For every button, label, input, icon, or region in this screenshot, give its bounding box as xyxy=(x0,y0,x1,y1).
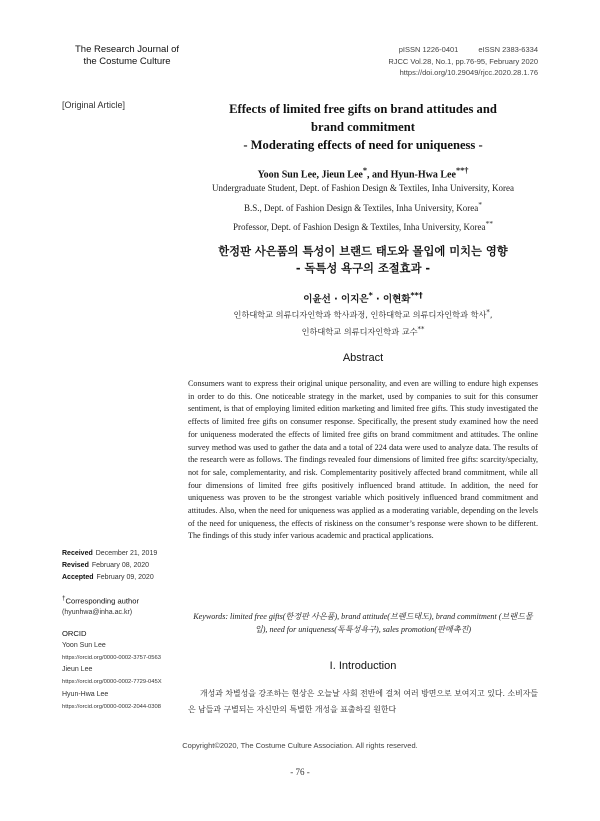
abstract-body: Consumers want to express their original unique personality, and even are willing to endure high expenses in order to do this. One noticeable strategy in the market, used by companies to suit for this consumer sentiment, is that of employing limited edition marketing and limited free gifts. This study investigated the effects of limited free gifts on consumer response. Specifically, the present study examined how the need for uniqueness moderated the effects of limited free gifts on brand commitment and attitudes. The online survey method was used to gather the data and a total of 224 data were used to analyze data. The results of the research were as follows. The findings revealed four dimensions of limited free gifts: scarcity/specialty, not for sale, complementarity, and risk. Complementarity positively affected brand commitment, while all four dimensions of limited free gifts positively influenced brand attitude. In addition, the need for uniqueness was proven to be the strongest variable which positively influenced brand commitment and attitudes. Also, when the need for uniqueness was applied as a moderating variable, depending on the levels of the need for uniqueness, the effects of riskiness on the consumer’s response were shown to be different. The findings of this study infer various academic and practical applications. xyxy=(188,379,538,541)
title-korean xyxy=(188,243,538,277)
affiliation-ko-1-mark: * xyxy=(486,308,490,316)
eissn: eISSN 2383-6334 xyxy=(478,45,538,54)
corresponding-author-email[interactable]: (hyunhwa@inha.ac.kr) xyxy=(62,609,133,617)
affiliation-ko-1-end: , xyxy=(489,309,493,320)
affiliations-english xyxy=(188,181,538,236)
affiliation-ko-2 xyxy=(188,322,538,339)
affiliation-ko-2-text: 인하대학교 의류디자인학과 교수 xyxy=(301,326,418,337)
author-separator: , and xyxy=(367,169,391,181)
issn-row xyxy=(388,44,538,56)
orcid-link-3[interactable]: https://orcid.org/0000-0002-2044-0308 xyxy=(62,703,161,710)
journal-name-line1: The Research Journal of xyxy=(74,44,180,55)
title-korean-line2: - 독특성 욕구의 조절효과 - xyxy=(295,262,431,275)
dagger-mark: † xyxy=(62,594,66,602)
title-english-line2: brand commitment xyxy=(311,120,415,134)
author-ko-1: 이윤선 · xyxy=(303,294,342,306)
pissn: pISSN 1226-0401 xyxy=(398,45,459,54)
author-1: Yoon Sun Lee, xyxy=(257,169,322,181)
introduction-paragraph: 개성과 차별성을 강조하는 현상은 오늘날 사회 전반에 걸쳐 여러 방면으로 보여지고 있다. 소비자들은 남들과 구별되는 자신만의 특별한 개성을 표출하길 원한다 xyxy=(188,689,538,714)
received-date: December 21, 2019 xyxy=(95,550,158,557)
journal-name xyxy=(62,44,192,68)
author-3: Hyun-Hwa Lee xyxy=(390,169,456,181)
introduction-heading: I. Introduction xyxy=(329,660,397,672)
author-2: Jieun Lee xyxy=(321,169,363,181)
affiliation-2-mark: * xyxy=(478,199,483,209)
page-number: - 76 - xyxy=(290,767,310,777)
corresponding-author-label: Corresponding author xyxy=(65,596,139,606)
orcid-heading: ORCID xyxy=(62,628,87,638)
affiliation-3 xyxy=(188,216,538,236)
affiliation-ko-2-mark: ** xyxy=(417,325,425,334)
affiliation-3-text: Professor, Dept. of Fashion Design & Textiles, Inha University, Korea xyxy=(233,222,486,232)
revised-label: Revised xyxy=(62,562,89,570)
affiliation-ko-1-text: 인하대학교 의류디자인학과 학사과정, 인하대학교 의류디자인학과 학사 xyxy=(233,309,487,320)
affiliations-korean xyxy=(188,305,538,339)
sidebar-gap-2 xyxy=(62,620,184,628)
received-row xyxy=(62,548,184,560)
affiliation-2 xyxy=(188,197,538,217)
accepted-row xyxy=(62,572,184,584)
orcid-name-1: Yoon Sun Lee xyxy=(62,641,106,649)
abstract-heading: Abstract xyxy=(342,352,384,364)
authors-korean xyxy=(188,291,538,305)
keywords: Keywords: limited free gifts(한정판 사은품), brand attitude(브랜드태도), brand commitment (브랜드몰입), need for uniqueness(독특성욕구), sales promotion(판매촉진) xyxy=(193,612,533,634)
orcid-link-2[interactable]: https://orcid.org/0000-0002-7729-045X xyxy=(62,679,162,686)
accepted-label: Accepted xyxy=(62,574,94,582)
corresponding-author-heading xyxy=(62,593,184,608)
title-korean-line1: 한정판 사은품의 특성이 브랜드 태도와 몰입에 미치는 영향 xyxy=(218,245,508,258)
title-english xyxy=(188,100,538,154)
revised-row xyxy=(62,560,184,572)
citation: RJCC Vol.28, No.1, pp.76-95, February 2020 xyxy=(388,56,538,66)
author-ko-separator: · xyxy=(372,294,383,306)
accepted-date: February 09, 2020 xyxy=(96,574,154,582)
author-ko-2: 이지은 xyxy=(341,294,369,306)
author-ko-2-mark: * xyxy=(368,291,373,300)
revised-date: February 08, 2020 xyxy=(91,562,150,570)
orcid-name-2: Jieun Lee xyxy=(62,666,93,674)
introduction-body xyxy=(188,686,538,718)
author-3-mark: **† xyxy=(455,166,469,175)
title-english-line3: - Moderating effects of need for uniqueness - xyxy=(243,138,483,152)
author-ko-3-mark: **† xyxy=(410,291,423,300)
journal-name-line2: the Costume Culture xyxy=(83,56,171,67)
author-ko-3: 이현화 xyxy=(382,294,411,306)
affiliation-3-mark: ** xyxy=(485,219,493,228)
orcid-name-3: Hyun-Hwa Lee xyxy=(62,690,109,698)
author-2-mark: * xyxy=(362,166,368,175)
publication-meta xyxy=(388,44,538,79)
affiliation-ko-1 xyxy=(188,305,538,322)
title-english-line1: Effects of limited free gifts on brand attitudes and xyxy=(229,102,497,116)
affiliation-2-text: B.S., Dept. of Fashion Design & Textiles, Inha University, Korea xyxy=(243,202,479,213)
article-type: [Original Article] xyxy=(62,100,126,110)
sidebar-gap xyxy=(62,585,184,593)
orcid-link-1[interactable]: https://orcid.org/0000-0002-3757-0563 xyxy=(62,654,161,661)
authors-english xyxy=(188,166,538,180)
affiliation-1: Undergraduate Student, Dept. of Fashion Design & Textiles, Inha University, Korea xyxy=(212,183,514,193)
doi-link[interactable]: https://doi.org/10.29049/rjcc.2020.28.1.76 xyxy=(399,68,538,77)
copyright-notice: Copyright©2020, The Costume Culture Association. All rights reserved. xyxy=(182,741,418,750)
received-label: Received xyxy=(62,550,93,557)
article-sidebar xyxy=(62,548,184,713)
